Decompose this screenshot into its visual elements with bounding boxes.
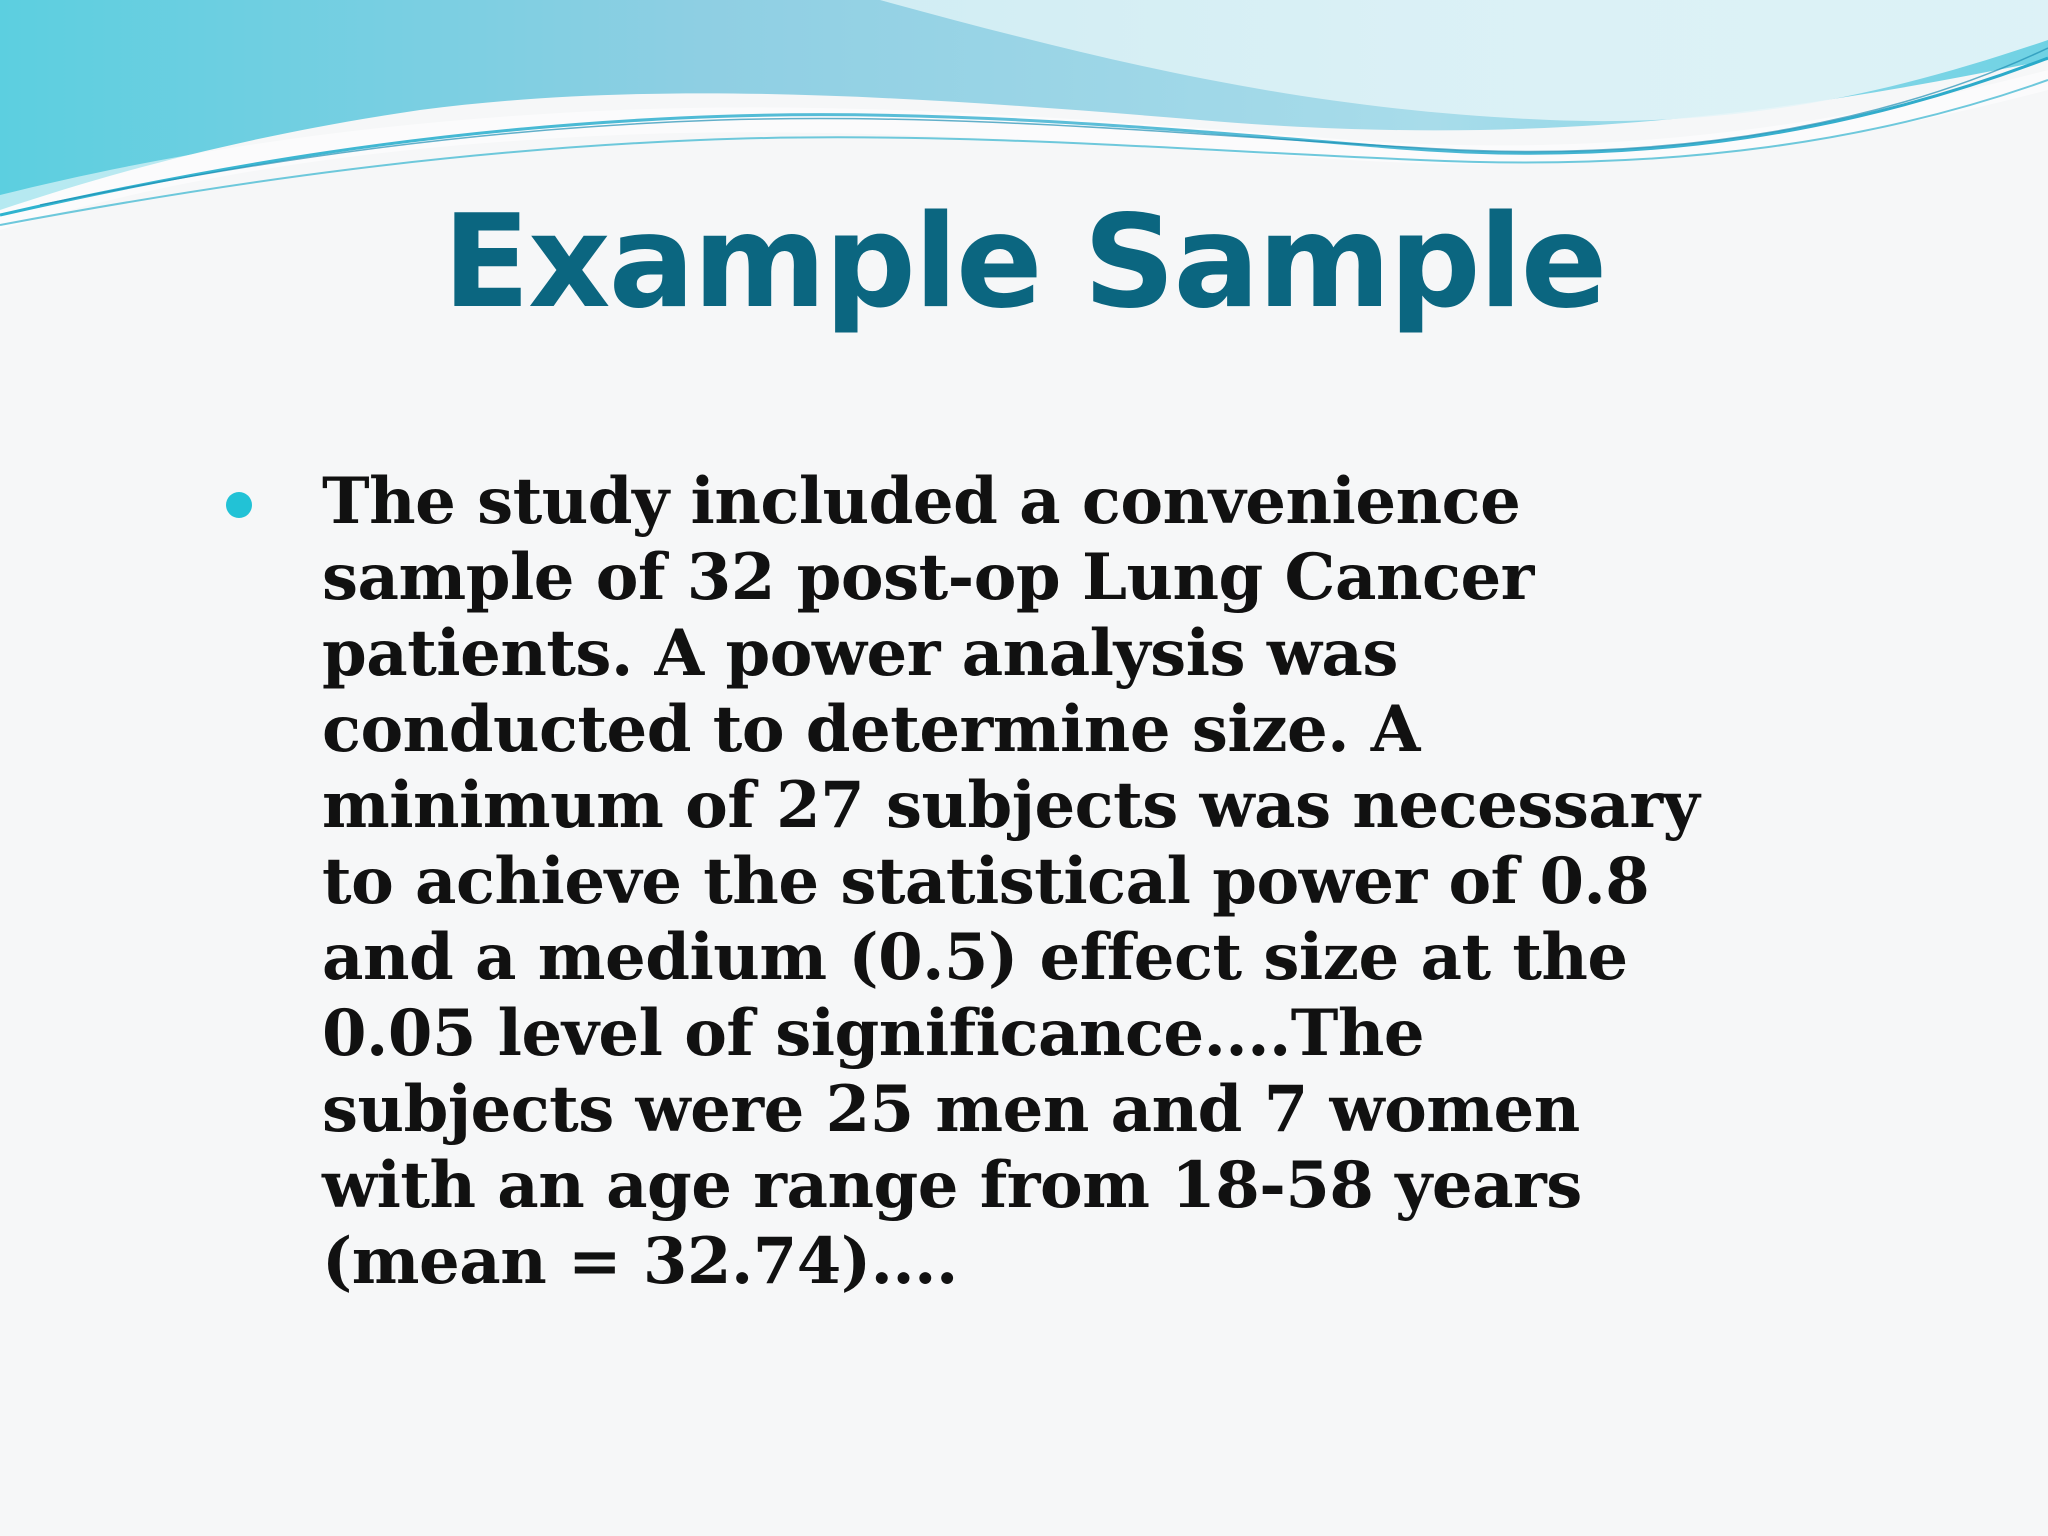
bullet-item [222,464,1782,1300]
bullet-dot-icon [226,492,252,518]
slide-title: Example Sample [442,188,1606,337]
bullet-text: The study included a convenience sample of 32 post-op Lung Cancer patients. A power analysis was conducted to determine size. A minimum of 27 subjects was necessary to achieve the statistical power of 0.8 and a medium (0.5) effect size at the 0.05 level of significance....The subjects were 25 men and 7 women with an age range from 18-58 years (mean = 32.74).... [322,464,1700,1299]
bullet-list [222,464,1782,1300]
